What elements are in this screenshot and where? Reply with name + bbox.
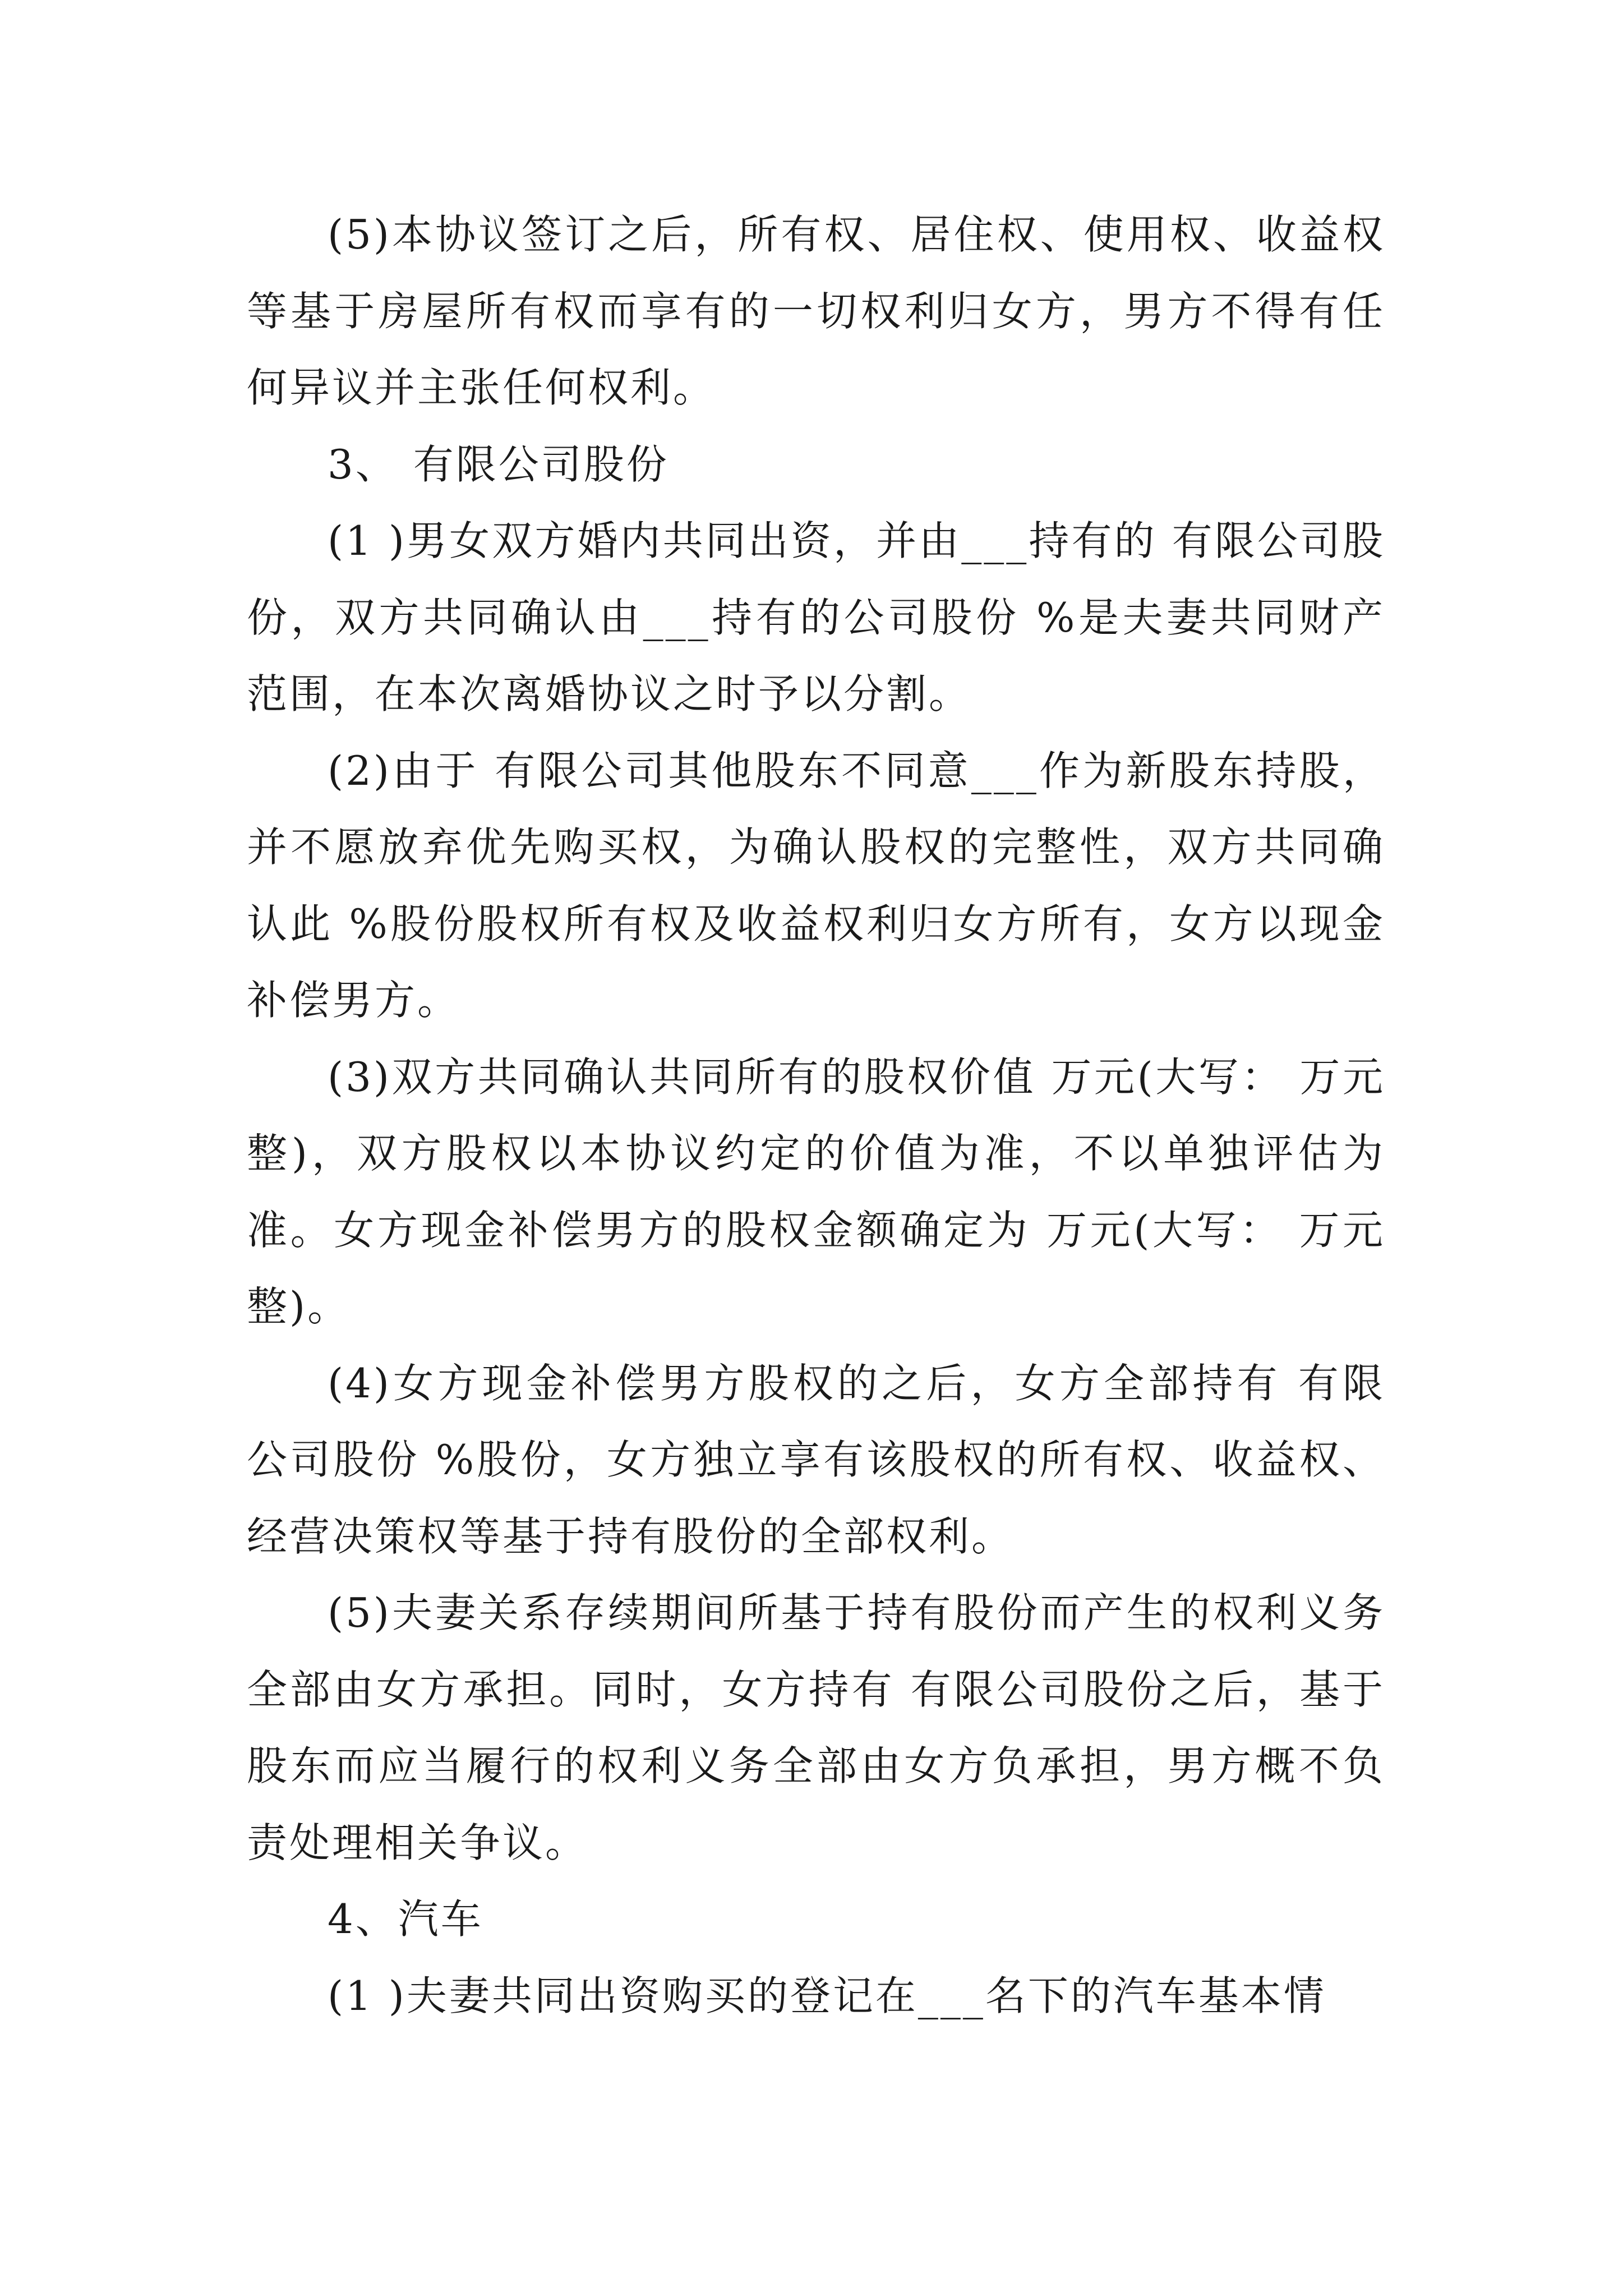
paragraph-shares-5: (5)夫妻关系存续期间所基于持有股份而产生的权利义务全部由女方承担。同时，女方持有 有限公司股份之后，基于股东而应当履行的权利义务全部由女方负承担，男方概不负责处理相关争议。 (247, 1589, 1385, 1866)
section-heading-car: 4、汽车 (328, 1895, 483, 1943)
paragraph-house-rights: (5)本协议签订之后，所有权、居住权、使用权、收益权等基于房屋所有权而享有的一切权利归女方，男方不得有任何异议并主张任何权利。 (247, 211, 1385, 411)
paragraph-shares-4: (4)女方现金补偿男方股权的之后，女方全部持有 有限公司股份 %股份，女方独立享有该股权的所有权、收益权、经营决策权等基于持有股份的全部权利。 (247, 1359, 1385, 1560)
document-body (247, 196, 1385, 2034)
paragraph-shares-3: (3)双方共同确认共同所有的股权价值 万元(大写： 万元整)，双方股权以本协议约定的价值为准，不以单独评估为准。女方现金补偿男方的股权金额确定为 万元(大写： 万元整)。 (247, 1053, 1385, 1330)
paragraph-car-1: (1 )夫妻共同出资购买的登记在___名下的汽车基本情 (328, 1972, 1326, 2019)
paragraph-shares-2: (2)由于 有限公司其他股东不同意___作为新股东持股，并不愿放弃优先购买权，为确认股权的完整性，双方共同确认此 %股份股权所有权及收益权利归女方所有，女方以现金补偿男方。 (247, 747, 1385, 1024)
paragraph-shares-1: (1 )男女双方婚内共同出资，并由___持有的 有限公司股份，双方共同确认由___持有的公司股份 %是夫妻共同财产范围，在本次离婚协议之时予以分割。 (247, 517, 1385, 717)
section-heading-company-shares: 3、 有限公司股份 (328, 440, 669, 488)
